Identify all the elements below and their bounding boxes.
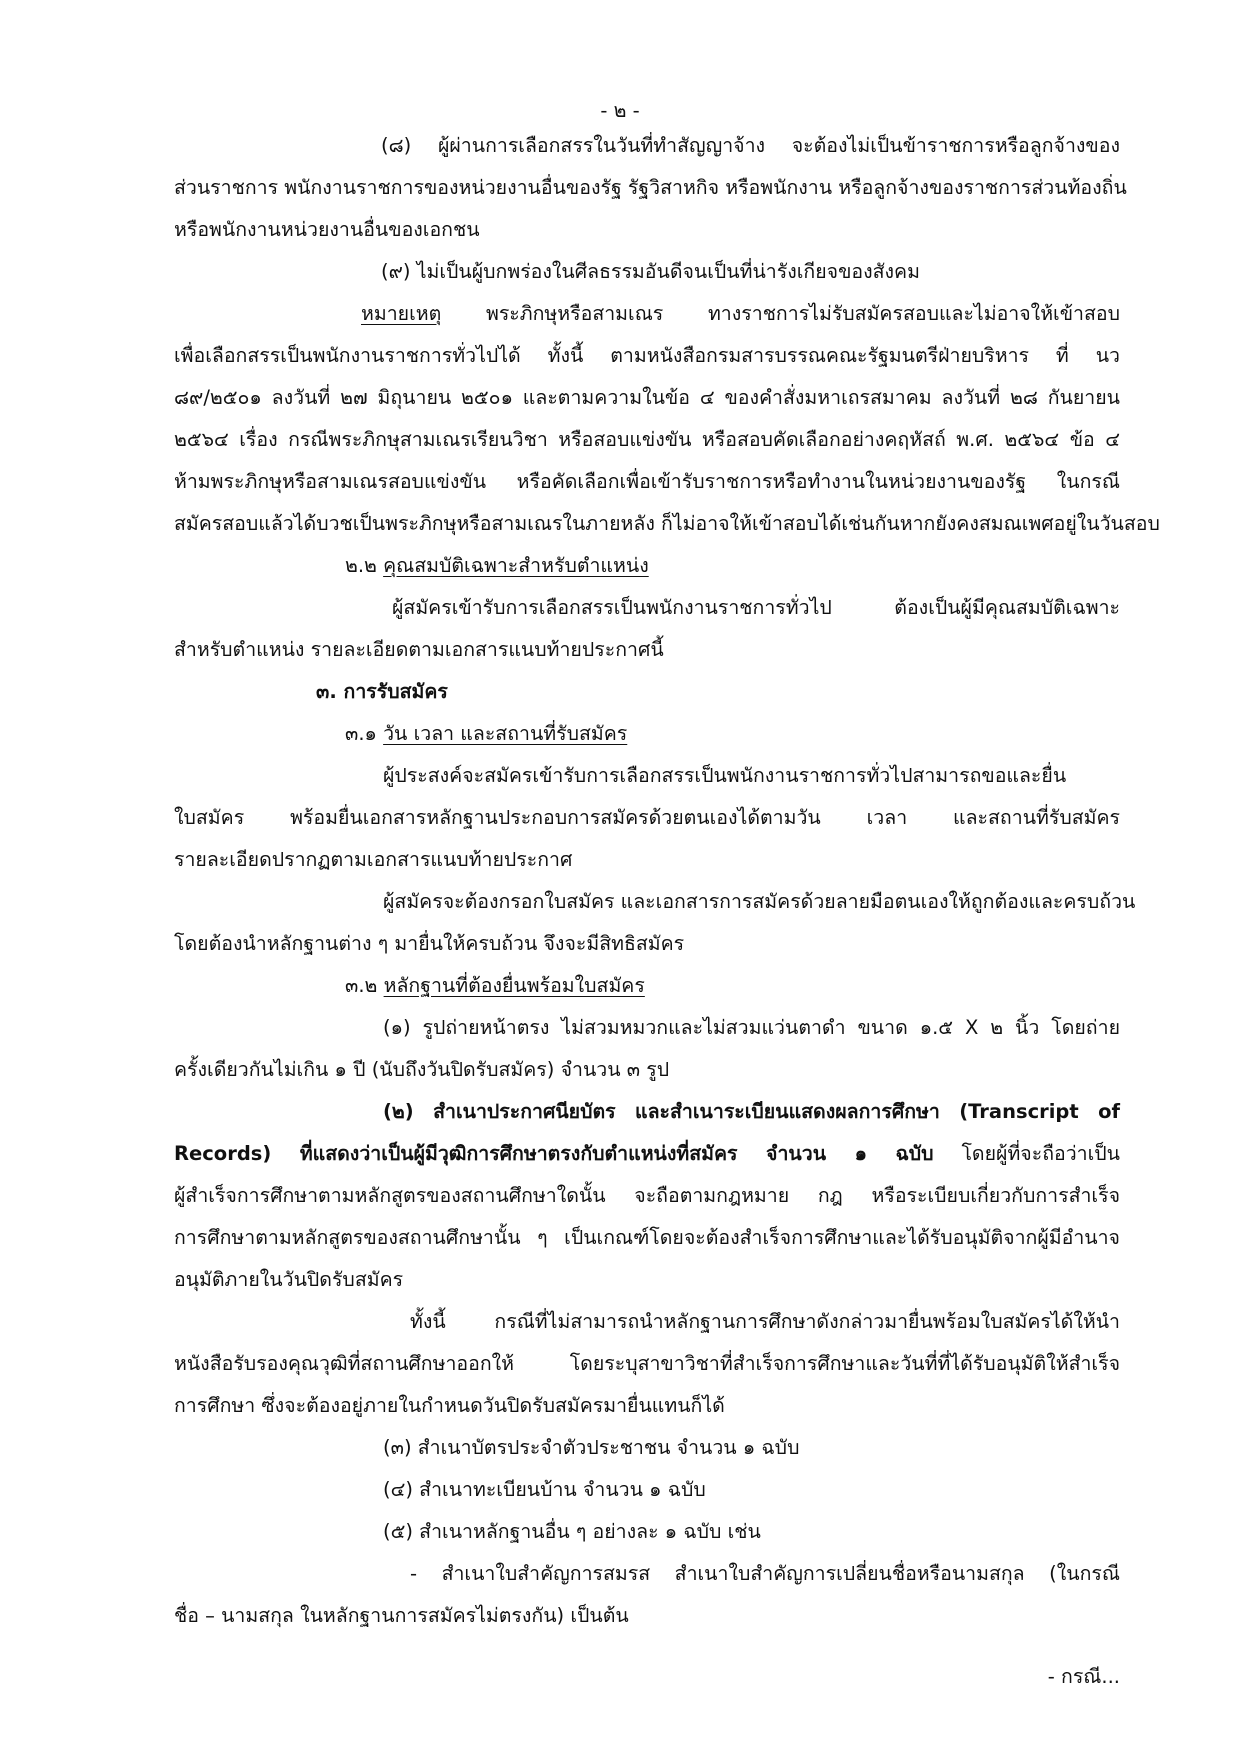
note-line-3: ๘๙/๒๕๐๑ ลงวันที่ ๒๗ มิถุนายน ๒๕๐๑ และตามความในข้อ ๔ ของคำสั่งมหาเถรสมาคม ลงวันที่ ๒๘ กันยายน: [174, 386, 1120, 409]
item-3-2-1-line-1: (๑) รูปถ่ายหน้าตรง ไม่สวมหมวกและไม่สวมแว่นตาดำ ขนาด ๑.๕ X ๒ นิ้ว โดยถ่าย: [383, 1016, 1120, 1039]
item-3-2-5: (๕) สำเนาหลักฐานอื่น ๆ อย่างละ ๑ ฉบับ เช่น: [383, 1520, 761, 1543]
section-3-1-para-2-line-2: โดยต้องนำหลักฐานต่าง ๆ มายื่นให้ครบถ้วน จึงจะมีสิทธิสมัคร: [174, 932, 685, 955]
section-3-1-title: วัน เวลา และสถานที่รับสมัคร: [383, 722, 628, 745]
section-2-2-title: คุณสมบัติเฉพาะสำหรับตำแหน่ง: [383, 554, 649, 577]
item-3-2-5-sub-line-2: ชื่อ – นามสกุล ในหลักฐานการสมัครไม่ตรงกัน) เป็นต้น: [174, 1604, 629, 1627]
item-3-2-2-line-3: ผู้สำเร็จการศึกษาตามหลักสูตรของสถานศึกษาใดนั้น จะถือตามกฎหมาย กฎ หรือระเบียบเกี่ยวกับการสำเร็จ: [174, 1184, 1120, 1207]
continuation-text: - กรณี...: [1047, 1665, 1120, 1688]
page-number: - ๒ -: [600, 99, 640, 122]
section-2-2-number: ๒.๒: [345, 554, 384, 577]
section-2-2-heading: [345, 546, 649, 586]
section-3-1-para-1-line-1: ผู้ประสงค์จะสมัครเข้ารับการเลือกสรรเป็นพนักงานราชการทั่วไปสามารถขอและยื่น: [383, 764, 1067, 787]
item-3-2-2-para-2-line-3: การศึกษา ซึ่งจะต้องอยู่ภายในกำหนดวันปิดรับสมัครมายื่นแทนก็ได้: [174, 1394, 725, 1417]
section-3-1-number: ๓.๑: [345, 722, 384, 745]
item-3-2-4: (๔) สำเนาทะเบียนบ้าน จำนวน ๑ ฉบับ: [383, 1478, 706, 1501]
section-3-1-heading: [345, 714, 627, 754]
note-line-1-text: พระภิกษุหรือสามเณร ทางราชการไม่รับสมัครสอบและไม่อาจให้เข้าสอบ: [441, 302, 1120, 325]
item-8-line-2: ส่วนราชการ พนักงานราชการของหน่วยงานอื่นของรัฐ รัฐวิสาหกิจ หรือพนักงาน หรือลูกจ้างของราชการส่วนท้องถิ่น: [174, 176, 1127, 199]
item-9-line-1: (๙) ไม่เป็นผู้บกพร่องในศีลธรรมอันดีจนเป็นที่น่ารังเกียจของสังคม: [381, 260, 920, 283]
section-3-1-para-1-line-3: รายละเอียดปรากฏตามเอกสารแนบท้ายประกาศ: [174, 848, 573, 871]
item-3-2-3: (๓) สำเนาบัตรประจำตัวประชาชน จำนวน ๑ ฉบับ: [383, 1436, 800, 1459]
section-3-1-para-1-line-2: ใบสมัคร พร้อมยื่นเอกสารหลักฐานประกอบการสมัครด้วยตนเองได้ตามวัน เวลา และสถานที่รับสมัคร: [174, 806, 1120, 829]
section-2-2-line-2: สำหรับตำแหน่ง รายละเอียดตามเอกสารแนบท้ายประกาศนี้: [174, 638, 664, 661]
item-3-2-2-line-2-text: โดยผู้ที่จะถือว่าเป็น: [933, 1142, 1120, 1165]
note-line-4: ๒๕๖๔ เรื่อง กรณีพระภิกษุสามเณรเรียนวิชา หรือสอบแข่งขัน หรือสอบคัดเลือกอย่างคฤหัสถ์ พ.ศ. ๒๕๖๔ ข้อ ๔: [174, 428, 1120, 451]
note-line-2: เพื่อเลือกสรรเป็นพนักงานราชการทั่วไปได้ ทั้งนี้ ตามหนังสือกรมสารบรรณคณะรัฐมนตรีฝ่ายบริหาร ที่ นว: [174, 344, 1120, 367]
item-3-2-1-line-2: ครั้งเดียวกันไม่เกิน ๑ ปี (นับถึงวันปิดรับสมัคร) จำนวน ๓ รูป: [174, 1058, 670, 1081]
item-3-2-2-line-5: อนุมัติภายในวันปิดรับสมัคร: [174, 1268, 404, 1291]
section-3-2-title: หลักฐานที่ต้องยื่นพร้อมใบสมัคร: [383, 974, 645, 997]
section-3-2-heading: [345, 966, 645, 1006]
item-3-2-2-line-1: (๒) สำเนาประกาศนียบัตร และสำเนาระเบียนแสดงผลการศึกษา (Transcript of: [383, 1100, 1120, 1123]
item-3-2-2-line-2: [174, 1134, 1120, 1174]
item-3-2-2-line-4: การศึกษาตามหลักสูตรของสถานศึกษานั้น ๆ เป็นเกณฑ์โดยจะต้องสำเร็จการศึกษาและได้รับอนุมัติจากผู้มีอำนาจ: [174, 1226, 1120, 1249]
item-3-2-2-line-2-bold: Records) ที่แสดงว่าเป็นผู้มีวุฒิการศึกษาตรงกับตำแหน่งที่สมัคร จำนวน ๑ ฉบับ: [174, 1142, 934, 1165]
section-3-1-para-2-line-1: ผู้สมัครจะต้องกรอกใบสมัคร และเอกสารการสมัครด้วยลายมือตนเองให้ถูกต้องและครบถ้วน: [383, 890, 1136, 913]
item-8-line-1: (๘) ผู้ผ่านการเลือกสรรในวันที่ทำสัญญาจ้าง จะต้องไม่เป็นข้าราชการหรือลูกจ้างของ: [381, 134, 1120, 157]
section-2-2-line-1: ผู้สมัครเข้ารับการเลือกสรรเป็นพนักงานราชการทั่วไป ต้องเป็นผู้มีคุณสมบัติเฉพาะ: [392, 596, 1120, 619]
note-line-5: ห้ามพระภิกษุหรือสามเณรสอบแข่งขัน หรือคัดเลือกเพื่อเข้ารับราชการหรือทำงานในหน่วยงานของรัฐ ในกรณี: [174, 470, 1120, 493]
note-label: หมายเหตุ: [361, 302, 442, 325]
item-3-2-2-para-2-line-1: ทั้งนี้ กรณีที่ไม่สามารถนำหลักฐานการศึกษาดังกล่าวมายื่นพร้อมใบสมัครได้ให้นำ: [410, 1310, 1120, 1333]
item-3-2-2-para-2-line-2: หนังสือรับรองคุณวุฒิที่สถานศึกษาออกให้ โดยระบุสาขาวิชาที่สำเร็จการศึกษาและวันที่ที่ได้รับอนุมัติให้สำเร็จ: [174, 1352, 1120, 1375]
item-8-line-3: หรือพนักงานหน่วยงานอื่นของเอกชน: [174, 218, 480, 241]
item-3-2-5-sub-line-1: - สำเนาใบสำคัญการสมรส สำเนาใบสำคัญการเปลี่ยนชื่อหรือนามสกุล (ในกรณี: [410, 1562, 1120, 1585]
section-3-2-number: ๓.๒: [345, 974, 384, 997]
section-3-heading: ๓. การรับสมัคร: [316, 680, 448, 703]
note-line-1: [361, 294, 1120, 334]
note-line-6: สมัครสอบแล้วได้บวชเป็นพระภิกษุหรือสามเณรในภายหลัง ก็ไม่อาจให้เข้าสอบได้เช่นกันหากยังคงสมณเพศอยู่ในวันสอบ: [174, 512, 1160, 535]
